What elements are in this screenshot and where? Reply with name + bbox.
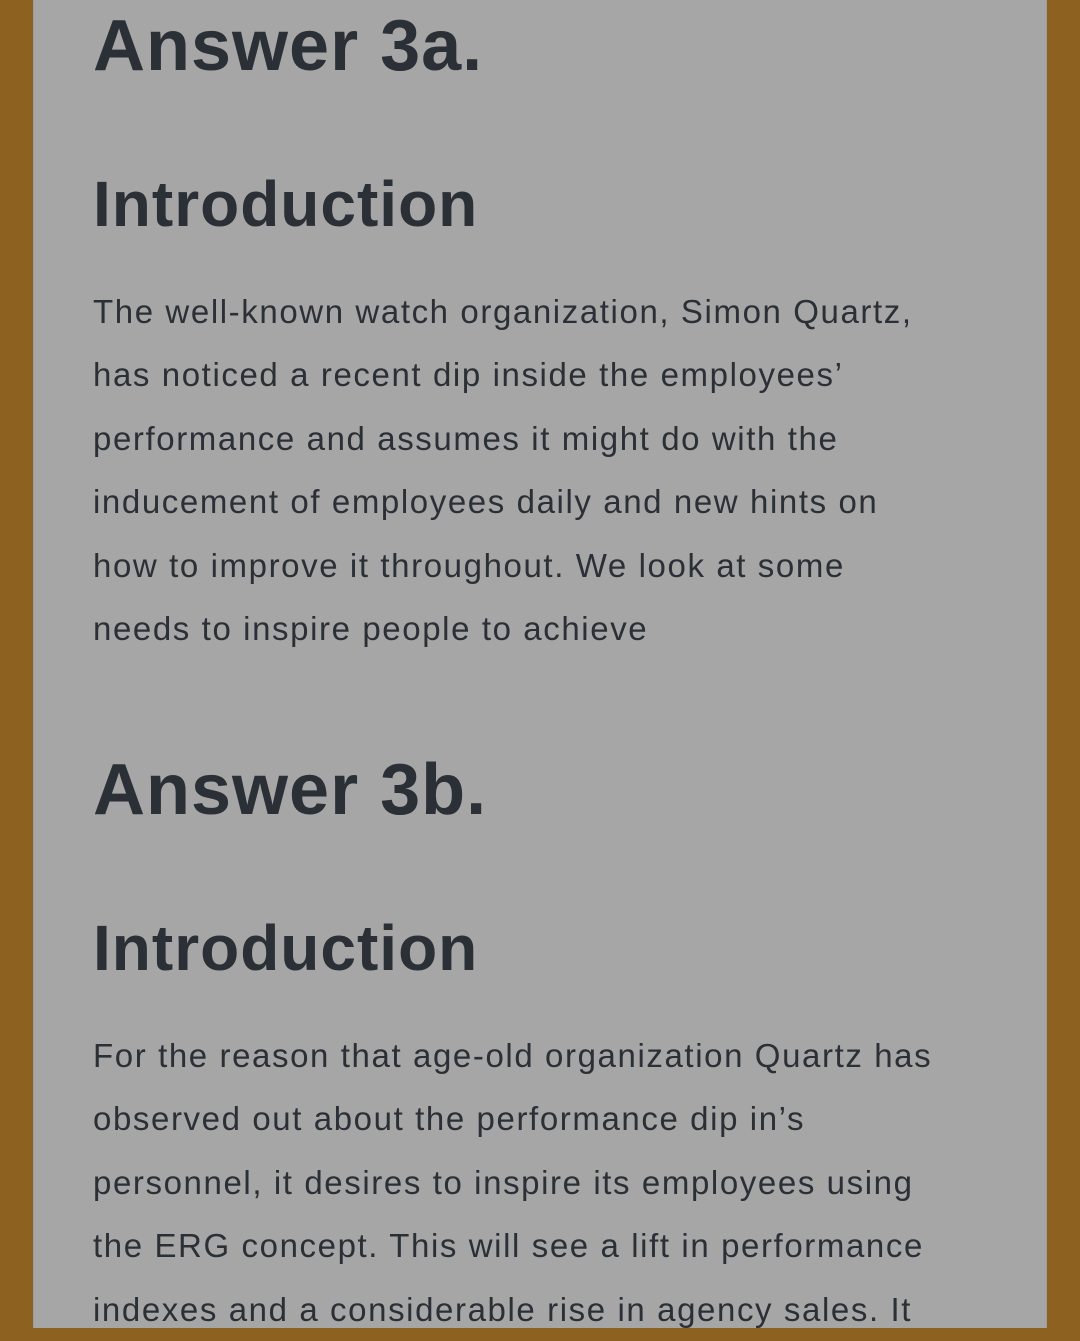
paragraph-line: inducement of employees daily and new hints on bbox=[93, 483, 879, 521]
answer-3b-title: Answer 3b. bbox=[93, 750, 488, 830]
paragraph-line: indexes and a considerable rise in agency sales. It bbox=[93, 1290, 913, 1328]
paragraph-line: how to improve it throughout. We look at some bbox=[93, 546, 845, 584]
document-page bbox=[33, 0, 1047, 1328]
answer-3a-title: Answer 3a. bbox=[93, 6, 484, 86]
introduction-3b-paragraph bbox=[93, 1024, 983, 1341]
paragraph-line: performance and assumes it might do with the bbox=[93, 419, 839, 457]
paragraph-line: needs to inspire people to achieve bbox=[93, 610, 649, 648]
paragraph-line: personnel, it desires to inspire its employees using bbox=[93, 1163, 914, 1201]
introduction-3a-paragraph bbox=[93, 280, 983, 660]
paragraph-line: For the reason that age-old organization Quartz has bbox=[93, 1037, 933, 1074]
paragraph-line: the ERG concept. This will see a lift in performance bbox=[93, 1227, 924, 1265]
introduction-3a-heading: Introduction bbox=[93, 168, 479, 240]
paragraph-line: The well-known watch organization, Simon Quartz, bbox=[93, 293, 913, 330]
introduction-3b-heading: Introduction bbox=[93, 912, 479, 984]
paragraph-line: observed out about the performance dip in’s bbox=[93, 1100, 806, 1138]
paragraph-line: has noticed a recent dip inside the employees’ bbox=[93, 356, 844, 394]
